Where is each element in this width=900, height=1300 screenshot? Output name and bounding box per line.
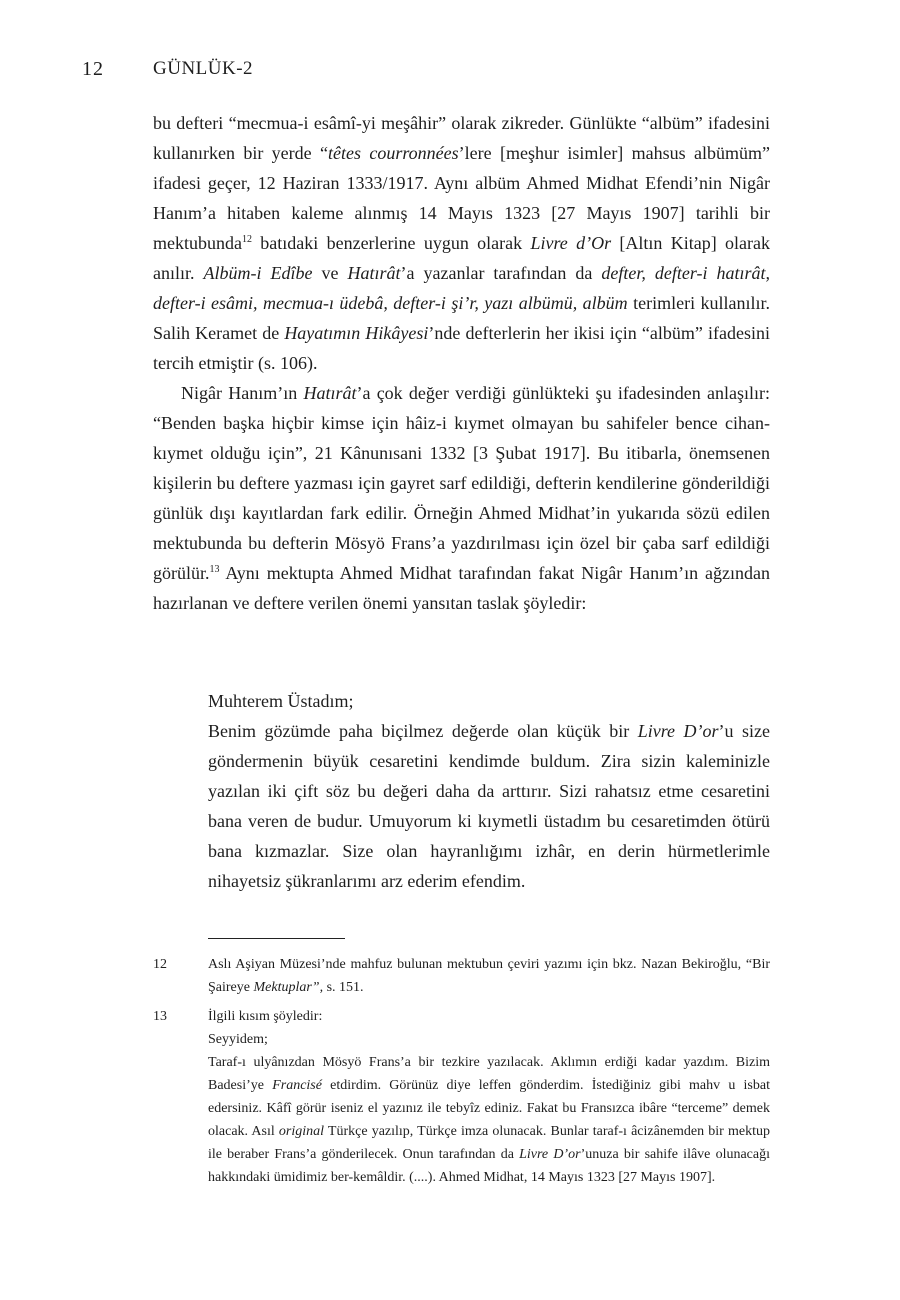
footnote-separator bbox=[208, 938, 345, 939]
text-run: [Altın Kitap] olarak anılır. bbox=[153, 233, 770, 283]
paragraph-1 bbox=[153, 108, 770, 378]
italic-run: Livre D’or bbox=[519, 1147, 581, 1162]
italic-run: Albüm-i Edîbe bbox=[203, 263, 313, 283]
italic-run: original bbox=[278, 1124, 325, 1139]
text-run: İlgili kısım şöyledir: bbox=[208, 1009, 323, 1024]
footnote-text bbox=[208, 1005, 770, 1028]
italic-run: Hatırât bbox=[303, 383, 357, 403]
footnote-number: 12 bbox=[153, 957, 167, 972]
footnote-ref: 13 bbox=[209, 564, 220, 575]
footnote-text bbox=[208, 953, 770, 999]
block-quote bbox=[208, 686, 770, 896]
text-run: Taraf-ı ulyânızdan Mösyö Frans’a bir tezkire yazılacak. Aklımın erdiği kadar yazdım. Bizim Badesi’ye bbox=[208, 1055, 770, 1093]
text-run: ’a çok değer verdiği günlükteki şu ifadesinden anlaşılır: “Benden başka hiçbir kimse için hâiz-i kıymet olmayan bu sahifeler bence cihan-kıymet olduğu için”, 21 Kânunısani 1332 [3 Şubat 1917]. Bu itibarla, önemsenen kişilerin bu deftere yazması için gayret sarf edildiği, defterin kendilerine gönderildiği günlük dışı kayıtlardan fark edilir. Örneğin Ahmed Midhat’in yukarıda sözü edilen mektubunda bu defterin Mösyö Frans’a yazdırılması için özel bir çaba sarf edildiği görülür. bbox=[153, 383, 771, 583]
main-text bbox=[153, 108, 770, 618]
text-run: ’u size göndermenin büyük cesaretini kendimde buldum. Zira sizin kaleminizle yazılan iki çift söz bu değeri daha da arttırır. Sizi rahatsız etme cesaretini bana veren de budur. Umuyorum ki kıymetli üstadım bu cesaretimden ötürü bana kızmazlar. Size olan hayranlığımı izhâr, en derin hürmetlerimle nihayetsiz şükranlarımı arz ederim efendim. bbox=[208, 721, 770, 891]
text-run: Seyyidem; bbox=[208, 1032, 268, 1047]
footnote-number: 13 bbox=[153, 1009, 167, 1024]
footnote-12 bbox=[153, 953, 770, 999]
text-run: s. 151. bbox=[323, 980, 364, 995]
running-header bbox=[0, 58, 900, 88]
text-run: batıdaki benzerlerine uygun olarak bbox=[251, 233, 531, 253]
footnotes bbox=[153, 953, 770, 1189]
footnote-13 bbox=[153, 1005, 770, 1189]
italic-run: Francisé bbox=[272, 1078, 322, 1093]
italic-run: Livre D’or bbox=[637, 721, 719, 741]
text-run: ’a yazanlar tarafından da bbox=[400, 263, 602, 283]
text-run: Türkçe yazılıp, Türkçe imza olunacak. Bunlar taraf-ı âcizânemden bir mektup ile beraber Frans’a gönderilecek. Onun tarafından da bbox=[208, 1124, 770, 1162]
text-run: bu defteri “mecmua-i esâmî-yi meşâhir” olarak zikreder. Günlükte “albüm” ifadesini kullanırken bir yerde “ bbox=[153, 113, 770, 163]
italic-run: defter, defter-i hatırât, defter-i esâmi, mecmua-ı üdebâ, defter-i şi’r, yazı albümü, albüm bbox=[153, 263, 771, 313]
text-run: etdirdim. Görünüz diye leffen gönderdim. İstediğiniz gibi mahv u isbat edersiniz. Kâfî görür iseniz el yazınız ile tebyîz ediniz. Fakat bu Fransızca ibâre “terceme” demek olacak. Asıl bbox=[208, 1078, 770, 1139]
italic-run: têtes courronnées bbox=[328, 143, 459, 163]
text-run: ’unuza bir sahife ilâve olunacağı hakkındaki ümidimiz ber-kemâldir. (....). Ahmed Midhat, 14 Mayıs 1323 [27 Mayıs 1907]. bbox=[208, 1147, 770, 1185]
footnote-ref: 12 bbox=[241, 234, 252, 245]
text-run: ’lere [meşhur isimler] mahsus albümüm” ifadesi geçer, 12 Haziran 1333/1917. Aynı albüm Ahmed Midhat Efendi’nin Nigâr Hanım’a hitaben kaleme alınmış 14 Mayıs 1323 [27 Mayıs 1907] tarihli bir mektubunda bbox=[153, 143, 770, 253]
running-title: GÜNLÜK-2 bbox=[153, 58, 254, 79]
footnote-text bbox=[208, 1051, 770, 1189]
italic-run: Hatırât bbox=[347, 263, 401, 283]
quote-salutation: Muhterem Üstadım; bbox=[208, 691, 354, 711]
text-run: Nigâr Hanım’ın bbox=[181, 383, 304, 403]
italic-run: Livre d’Or bbox=[530, 233, 612, 253]
paragraph-2 bbox=[153, 378, 770, 618]
quote-text bbox=[208, 716, 770, 896]
italic-run: Mektuplar”, bbox=[253, 980, 324, 995]
text-run: Aynı mektupta Ahmed Midhat tarafından fakat Nigâr Hanım’ın ağzından hazırlanan ve deftere verilen önemi yansıtan taslak şöyledir: bbox=[153, 563, 770, 613]
text-run: Benim gözümde paha biçilmez değerde olan küçük bir bbox=[208, 721, 638, 741]
text-run: ’nde defterlerin her ikisi için “albüm” ifadesini tercih etmiştir (s. 106). bbox=[153, 323, 770, 373]
text-run: terimleri kullanılır. Salih Keramet de bbox=[153, 293, 771, 343]
text-run: Aslı Aşiyan Müzesi’nde mahfuz bulunan mektubun çeviri yazımı için bkz. Nazan Bekiroğlu, “Bir Şaireye bbox=[208, 957, 770, 995]
italic-run: Hayatımın Hikâyesi bbox=[284, 323, 429, 343]
footnote-text bbox=[208, 1028, 770, 1051]
page-number: 12 bbox=[82, 58, 104, 80]
text-run: ve bbox=[312, 263, 348, 283]
